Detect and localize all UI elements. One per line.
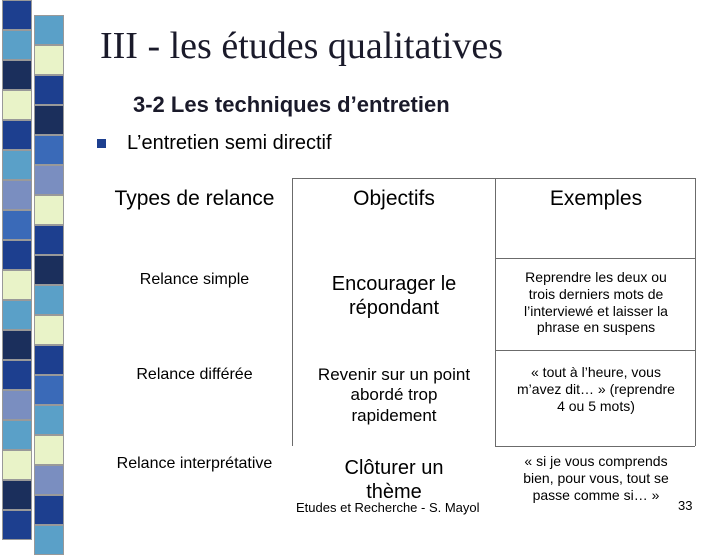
row1-type: Relance simple	[139, 271, 250, 288]
row1-objective: Encourager le répondant	[331, 273, 457, 319]
decorative-square	[2, 180, 32, 210]
row-divider	[495, 446, 695, 447]
decorative-square	[2, 300, 32, 330]
header-exemples: Exemples	[549, 187, 643, 210]
decorative-square	[2, 330, 32, 360]
decorative-square	[34, 345, 64, 375]
decorative-square	[34, 75, 64, 105]
row-divider	[495, 258, 695, 259]
slide-footer: Etudes et Recherche - S. Mayol	[296, 500, 480, 515]
decorative-square	[34, 165, 64, 195]
header-objectifs: Objectifs	[353, 187, 435, 210]
row3-objective: Clôturer un thème	[344, 457, 444, 503]
square-bullet-icon	[97, 139, 106, 148]
decorative-square	[2, 30, 32, 60]
decorative-square	[2, 120, 32, 150]
decorative-square	[34, 45, 64, 75]
row-divider	[495, 350, 695, 351]
decorative-square	[2, 150, 32, 180]
decorative-square	[34, 225, 64, 255]
relance-table	[97, 178, 697, 540]
decorative-square	[2, 270, 32, 300]
row3-type: Relance interprétative	[116, 455, 273, 472]
row2-objective: Revenir sur un point abordé trop rapidement	[317, 365, 471, 425]
row2-type: Relance différée	[136, 366, 253, 383]
row3-example: « si je vous comprends bien, pour vous, tout se passe comme si… »	[523, 453, 669, 503]
decorative-square	[34, 315, 64, 345]
decorative-square	[2, 510, 32, 540]
bullet-item	[97, 132, 332, 155]
decorative-square	[2, 480, 32, 510]
decorative-square	[34, 15, 64, 45]
decorative-square	[34, 435, 64, 465]
decorative-square-strip	[0, 0, 68, 540]
decorative-square	[34, 375, 64, 405]
decorative-square	[2, 240, 32, 270]
row1-example: Reprendre les deux ou trois derniers mots de l’interviewé et laisser la phrase en suspens	[524, 269, 668, 336]
decorative-square	[34, 195, 64, 225]
page-number: 33	[678, 498, 693, 513]
decorative-square	[2, 390, 32, 420]
slide-title: III - les études qualitatives	[100, 25, 504, 67]
decorative-square	[34, 525, 64, 555]
decorative-square	[34, 135, 64, 165]
decorative-square	[2, 90, 32, 120]
slide-subtitle: 3-2 Les techniques d’entretien	[133, 92, 450, 117]
decorative-square	[2, 0, 32, 30]
decorative-square	[2, 360, 32, 390]
decorative-square	[2, 420, 32, 450]
decorative-square	[34, 285, 64, 315]
decorative-square	[2, 60, 32, 90]
decorative-square	[34, 105, 64, 135]
decorative-square	[34, 405, 64, 435]
bullet-text: L’entretien semi directif	[127, 132, 332, 154]
decorative-square	[34, 465, 64, 495]
row2-example: « tout à l’heure, vous m’avez dit… » (reprendre 4 ou 5 mots)	[517, 364, 675, 414]
header-types: Types de relance	[114, 187, 275, 210]
row-divider	[292, 178, 696, 179]
decorative-square	[34, 255, 64, 285]
decorative-square	[2, 450, 32, 480]
decorative-square	[34, 495, 64, 525]
decorative-square	[2, 210, 32, 240]
